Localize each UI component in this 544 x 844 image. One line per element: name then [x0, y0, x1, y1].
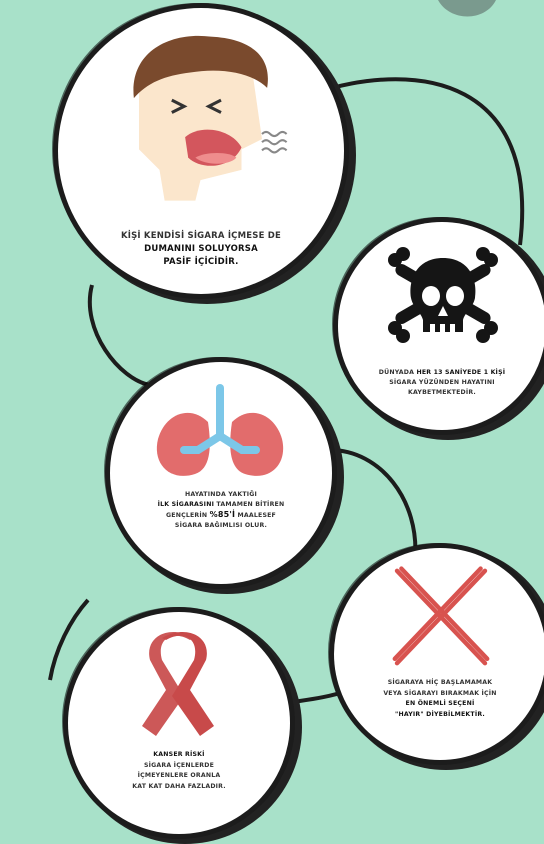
skull-shape	[410, 258, 475, 332]
skull-eye-left	[422, 286, 440, 306]
deaths-line-2: SİGARA YÜZÜNDEN HAYATINI	[389, 379, 495, 386]
say-no-line-4: "HAYIR" DİYEBİLMEKTİR.	[395, 710, 485, 718]
passive-line-1: KİŞİ KENDİSİ SİGARA İÇMESE DE	[120, 231, 282, 241]
skull-eye-right	[446, 286, 464, 306]
addiction-line-2	[110, 500, 332, 510]
say-no-text	[334, 678, 544, 720]
say-no-line-3: EN ÖNEMLİ SEÇENİ	[405, 700, 475, 707]
bone-end-8	[476, 329, 490, 343]
skull-tooth-1	[430, 324, 435, 332]
connector-face-skull	[318, 79, 522, 245]
passive-smoking-text	[58, 230, 344, 269]
addiction-line-3-pre: GENÇLERİN	[166, 512, 210, 519]
addiction-line-3	[110, 510, 332, 521]
skull-tooth-3	[450, 324, 455, 332]
deaths-line-1-bold: HER 13 SANİYEDE 1 KİŞİ	[416, 369, 506, 376]
circle-addiction	[110, 362, 332, 584]
deaths-text	[338, 368, 544, 398]
addiction-line-4: SİGARA BAĞIMLISI OLUR.	[174, 522, 268, 529]
face-coughing-icon	[98, 26, 303, 201]
skull-crossbones-icon	[383, 246, 503, 346]
x-strokes	[395, 569, 487, 664]
say-no-line-1: SİGARAYA HİÇ BAŞLAMAMAK	[387, 679, 493, 686]
circle-passive-smoking	[58, 8, 344, 294]
bone-end-2	[396, 247, 410, 261]
cancer-line-2: SİGARA İÇENLERDE	[143, 761, 215, 769]
connector-face-lungs	[90, 285, 150, 385]
addiction-line-1: HAYATINDA YAKTIĞI	[184, 491, 258, 498]
bone-end-4	[476, 247, 490, 261]
bone-end-6	[396, 329, 410, 343]
ribbon-shape	[142, 632, 214, 736]
cancer-line-3: İÇMEYENLERE ORANLA	[137, 772, 221, 779]
deaths-line-1-pre: DÜNYADA	[378, 369, 417, 376]
smoke-waves	[262, 132, 287, 153]
deaths-line-3: KAYBETMEKTEDİR.	[408, 389, 476, 396]
awareness-ribbon-icon	[128, 630, 228, 740]
cross-x-icon	[386, 562, 496, 672]
cancer-line-1: KANSER RİSKİ	[153, 751, 205, 758]
cancer-line-4: KAT KAT DAHA FAZLADIR.	[132, 782, 226, 790]
deaths-line-1	[338, 368, 544, 378]
addiction-line-3-post: MAALESEF	[235, 512, 276, 519]
circle-say-no	[334, 548, 544, 760]
passive-line-3: PASİF İÇİCİDİR.	[163, 257, 239, 267]
addiction-line-2-bold: İLK SİGARASINI	[157, 501, 215, 508]
say-no-line-2: VEYA SİGARAYI BIRAKMAK İÇİN	[383, 689, 497, 697]
cancer-text	[68, 750, 290, 792]
addiction-line-3-bold: %85'İ	[209, 510, 236, 519]
addiction-line-2-post: TAMAMEN BİTİREN	[214, 501, 285, 508]
skull-tooth-2	[440, 324, 445, 332]
circle-cancer	[68, 612, 290, 834]
corner-badge	[438, 0, 496, 17]
connector-lungs-cross	[330, 450, 415, 560]
lungs-icon	[150, 384, 290, 484]
passive-line-2: DUMANINI SOLUYORSA	[144, 244, 258, 254]
addiction-text	[110, 490, 332, 531]
circle-deaths	[338, 222, 544, 430]
